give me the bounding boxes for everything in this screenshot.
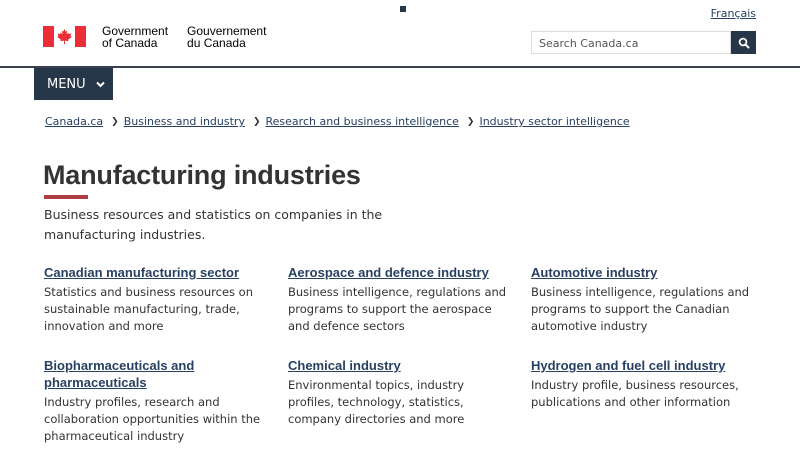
breadcrumb-business-and-industry[interactable]: Business and industry [123, 115, 245, 128]
canada-flag-icon [43, 26, 86, 47]
brand-fr-line2: du Canada [187, 36, 246, 50]
topic-link-canadian-manufacturing-sector[interactable]: Canadian manufacturing sector [44, 265, 240, 280]
chevron-down-icon [96, 77, 105, 92]
brand-en-line2: of Canada [102, 36, 158, 50]
search-button[interactable] [731, 31, 756, 54]
title-underline-decoration [44, 195, 88, 199]
brand-fr-line1: Gouvernement [187, 24, 267, 38]
topic-link-aerospace-and-defence[interactable]: Aerospace and defence industry [288, 265, 489, 280]
language-toggle-link[interactable]: Français [710, 7, 756, 20]
breadcrumb-research-and-business-intelligence[interactable]: Research and business intelligence [265, 115, 459, 128]
topic-link-hydrogen-and-fuel-cell[interactable]: Hydrogen and fuel cell industry [531, 358, 726, 373]
topic-card [288, 264, 513, 335]
menu-label: MENU [47, 76, 86, 92]
topic-description: Industry profile, business resources, publications and other information [531, 378, 739, 409]
topic-link-automotive-industry[interactable]: Automotive industry [531, 265, 658, 280]
topic-card [44, 264, 269, 335]
topic-description: Environmental topics, industry profiles, technology, statistics, company directories and more [288, 378, 465, 426]
breadcrumb [45, 115, 630, 128]
topic-card [531, 264, 756, 335]
topic-description: Statistics and business resources on sustainable manufacturing, trade, innovation and more [44, 285, 254, 333]
brand-en-line1: Government [102, 24, 169, 38]
topic-card [288, 357, 513, 428]
topic-link-biopharmaceuticals[interactable]: Biopharmaceuticals and pharmaceuticals [44, 358, 195, 390]
chevron-right-icon: ❯ [111, 116, 119, 127]
menu-button[interactable] [34, 68, 113, 100]
government-of-canada-signature[interactable] [43, 26, 266, 49]
topic-description: Industry profiles, research and collaboration opportunities within the pharmaceutical industry [44, 395, 261, 443]
site-header [0, 0, 800, 68]
chevron-right-icon: ❯ [466, 116, 475, 127]
topic-description: Business intelligence, regulations and programs to support the aerospace and defence sectors [288, 285, 507, 333]
topic-card [531, 357, 756, 411]
breadcrumb-canada-ca[interactable]: Canada.ca [45, 115, 104, 128]
topic-description: Business intelligence, regulations and programs to support the Canadian automotive industry [531, 285, 750, 333]
search-icon [738, 37, 750, 49]
topic-card [44, 357, 261, 445]
page-title: Manufacturing industries [43, 160, 361, 190]
topic-link-chemical-industry[interactable]: Chemical industry [288, 358, 401, 373]
search-input[interactable]: Search Canada.ca [531, 31, 731, 54]
chevron-right-icon: ❯ [252, 116, 261, 127]
brand-text-french [187, 25, 266, 49]
brand-text-english [102, 25, 168, 49]
page-lead: Business resources and statistics on companies in the manufacturing industries. [44, 207, 383, 242]
breadcrumb-industry-sector-intelligence[interactable]: Industry sector intelligence [479, 115, 630, 128]
